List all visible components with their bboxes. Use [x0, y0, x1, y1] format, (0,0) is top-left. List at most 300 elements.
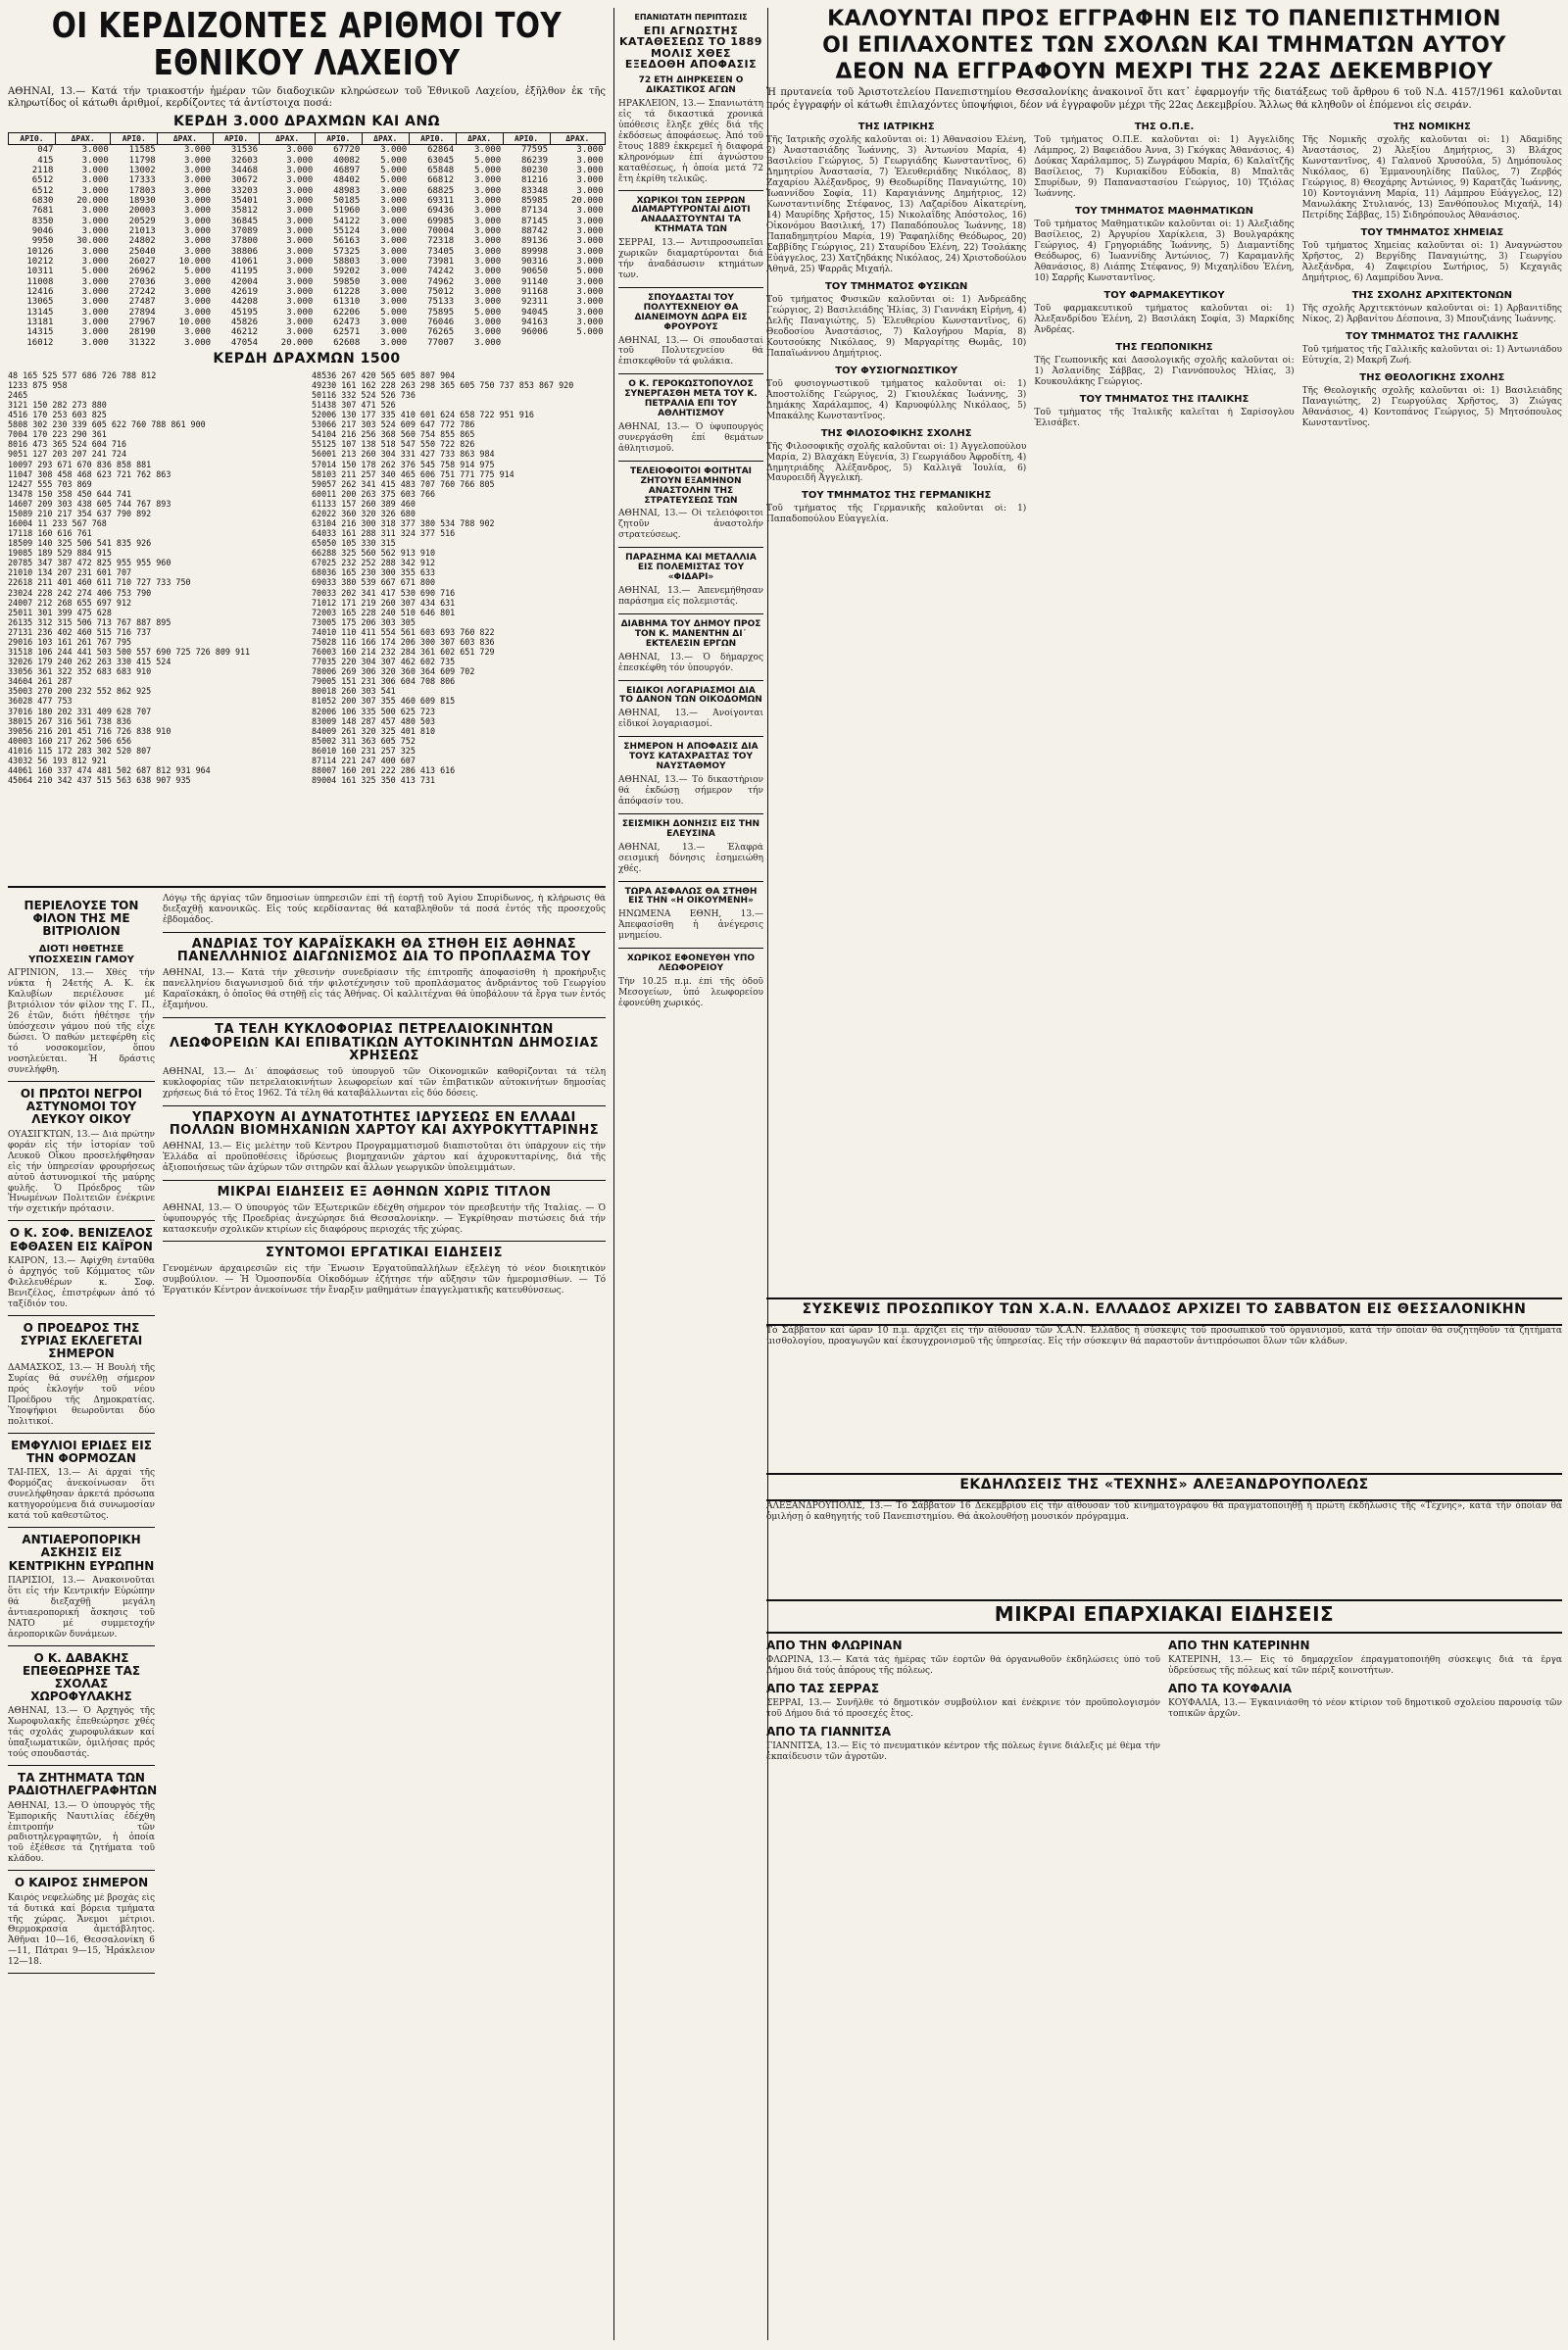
- section-text: Τοῦ τμήματος τῆς Γερμανικῆς καλοῦνται οἱ: 1) Παπαδοπούλου Εὐαγγελία.: [766, 504, 1027, 525]
- table-cell: 3.000: [474, 216, 502, 226]
- table-cell: 20.000: [570, 196, 604, 206]
- numbers-line: 89004 161 325 350 413 731: [312, 775, 436, 786]
- table-cell: [503, 338, 550, 348]
- table-cell: 62864: [427, 145, 455, 156]
- table-cell: 3.000: [286, 145, 314, 156]
- table-header-cell: ΑΡΙΘ.: [409, 133, 456, 145]
- story-divider: [8, 1527, 155, 1528]
- table-cell: 51960: [333, 206, 361, 217]
- numbers-line: 50116 332 524 526 736: [312, 390, 416, 400]
- table-cell: 3.000: [474, 196, 502, 206]
- table-row: [9, 277, 606, 287]
- table-cell: 37800: [230, 236, 258, 247]
- table-cell: 45826: [230, 318, 258, 328]
- table-cell: 3.000: [576, 287, 604, 298]
- table-cell: 75012: [427, 287, 455, 298]
- story-divider: [8, 1081, 155, 1082]
- university-section: [766, 122, 1026, 275]
- table-header-row: [9, 133, 606, 145]
- university-section: [766, 490, 1026, 525]
- table-cell: 3.000: [286, 236, 314, 247]
- numbers-line: 43032 56 193 812 921: [8, 755, 107, 765]
- section-heading: ΤΟΥ ΤΜΗΜΑΤΟΣ ΤΗΣ ΙΤΑΛΙΚΗΣ: [1079, 393, 1250, 405]
- item-heading: ΑΠΟ ΤΑ ΓΙΑΝΝΙΤΣΑ: [766, 1724, 891, 1738]
- story-divider: [163, 932, 606, 933]
- story-divider: [8, 1433, 155, 1434]
- item-text: ΚΟΥΦΑΛΙΑ, 13.— Ἐγκαινιάσθη τό νέον κτίριον τοῦ δημοτικοῦ σχολείου παρουσίᾳ τῶν τοπικῶν ἀρχῶν.: [1168, 1697, 1562, 1719]
- numbers-line: 86010 160 231 257 325: [312, 745, 416, 756]
- university-section: [1302, 372, 1562, 429]
- numbers-line: 14607 209 303 438 605 744 767 893: [8, 498, 172, 509]
- provincial-headline: ΜΙΚΡΑΙ ΕΠΑΡΧΙΑΚΑΙ ΕΙΔΗΣΕΙΣ: [994, 1601, 1335, 1626]
- numbers-line: 5808 302 230 339 605 622 760 788 861 900: [8, 419, 206, 430]
- numbers-1500-block: [8, 370, 606, 880]
- table-cell: 10126: [26, 246, 54, 257]
- table-cell: 20529: [128, 216, 156, 226]
- section-text: Τῆς Γεωπονικῆς καί Δασολογικῆς σχολῆς καλοῦνται οἱ: 1) Ἀσλανίδης Σάββας, 2) Γιαννόπουλος Ἠλίας, 3) Κουκουλάκης Γεώργιος.: [1034, 355, 1295, 387]
- table-cell: 3.000: [474, 287, 502, 298]
- section-heading: ΤΗΣ ΝΟΜΙΚΗΣ: [1393, 122, 1471, 133]
- table-cell: 3.000: [81, 257, 109, 268]
- table-row: [9, 327, 606, 337]
- table-header-cell: ΑΡΙΘ.: [503, 133, 550, 145]
- table-cell: 3.000: [81, 246, 109, 257]
- table-cell: 42619: [230, 287, 258, 298]
- table-cell: 88742: [520, 226, 549, 237]
- table-row: [9, 287, 606, 297]
- numbers-line: 36028 477 753: [8, 696, 73, 707]
- table-header-cell: ΑΡΙΘ.: [213, 133, 260, 145]
- table-cell: 3.000: [183, 165, 212, 175]
- provincial-col-1: [766, 1634, 1160, 1769]
- table-cell: 63045: [427, 155, 455, 166]
- numbers-line: 1233 875 958: [8, 379, 68, 390]
- table-cell: 28190: [128, 327, 156, 338]
- table-cell: 57325: [333, 246, 361, 257]
- story-headline: ΔΙΑΒΗΜΑ ΤΟΥ ΔΗΜΟΥ ΠΡΟΣ ΤΟΝ Κ. ΜΑΝΕΝΤΗΝ ΔΙ᾿ ΕΚΤΕΛΕΣΙΝ ΕΡΓΩΝ: [620, 618, 761, 649]
- table-cell: 3.000: [183, 196, 212, 206]
- numbers-line: 34604 261 287: [8, 676, 73, 687]
- table-cell: 3.000: [183, 327, 212, 338]
- numbers-line: 81052 200 307 355 460 609 815: [312, 696, 456, 707]
- lottery-column: [8, 8, 606, 2340]
- table-cell: 66812: [427, 175, 455, 186]
- center-news-column: [163, 894, 606, 2315]
- court-headline: ΕΠΙ ΑΓΝΩΣΤΗΣ ΚΑΤΑΘΕΣΕΩΣ ΤΟ 1889 ΜΟΛΙΣ ΧΘΕΣ ΕΞΕΔΟΘΗ ΑΠΟΦΑΣΙΣ: [619, 24, 762, 72]
- table-cell: 8350: [31, 216, 54, 226]
- story-divider: [618, 613, 763, 614]
- table-cell: 3.000: [576, 185, 604, 196]
- table-cell: 3.000: [576, 318, 604, 328]
- numbers-line: 68036 165 230 300 355 633: [312, 567, 436, 578]
- table-cell: 3.000: [286, 216, 314, 226]
- table-cell: 18930: [128, 196, 156, 206]
- table-header-cell: ΔΡΑΧ.: [260, 133, 315, 145]
- news-story: [163, 1105, 606, 1174]
- numbers-line: 82006 106 335 500 625 723: [312, 706, 436, 716]
- numbers-line: 41016 115 172 283 302 520 807: [8, 745, 152, 756]
- story-text: ΑΓΡΙΝΙΟΝ, 13.— Χθές τήν νύκτα ἡ 24ετής Α. Κ. ἐκ Καλυβίων περιέλουσε μέ βιτριόλιον τόν φίλον της Γ. Π., 26 ἐτῶν, διότι ἠθέτησε τήν ὑπόσχεσιν γάμου πού τῆς εἶχε δώσει. Ὁ παθών μετεφέρθη εἰς τό νοσοκομεῖον, ὅπου νοσηλεύεται. Ἡ δράστις συνελήφθη.: [8, 968, 155, 1076]
- story-divider: [618, 373, 763, 374]
- news-story: [163, 932, 606, 1011]
- table-cell: 62473: [333, 318, 361, 328]
- table-cell: 76265: [427, 327, 455, 338]
- story-text: ΗΝΩΜΕΝΑ ΕΘΝΗ, 13.— Ἀπεφασίσθη ἡ ἀνέγερσις μνημείου.: [618, 909, 763, 942]
- story-text: ΑΘΗΝΑΙ, 13.— Οἱ τελειόφοιτοι ζητοῦν ἀναστολήν στρατεύσεως.: [618, 509, 763, 541]
- story-headline: ΠΑΡΑΣΗΜΑ ΚΑΙ ΜΕΤΑΛΛΙΑ ΕΙΣ ΠΟΛΕΜΙΣΤΑΣ ΤΟΥ «ΦΙΔΑΡΙ»: [625, 553, 757, 583]
- story-headline: ΠΕΡΙΕΛΟΥΣΕ ΤΟΝ ΦΙΛΟΝ ΤΗΣ ΜΕ ΒΙΤΡΙΟΛΙΟΝ: [24, 898, 139, 939]
- numbers-line: 7004 170 223 290 361: [8, 429, 107, 440]
- provincial-items: [766, 1634, 1562, 1769]
- item-heading: ΑΠΟ ΤΑΣ ΣΕΡΡΑΣ: [766, 1681, 880, 1695]
- story-headline: ΕΙΔΙΚΟΙ ΛΟΓΑΡΙΑΣΜΟΙ ΔΙΑ ΤΟ ΔΑΝΟΝ ΤΩΝ ΟΙΚΟΔΟΜΩΝ: [619, 685, 762, 706]
- news-story: [163, 1241, 606, 1297]
- story-divider: [8, 1315, 155, 1316]
- table-cell: 3.000: [81, 307, 109, 318]
- story-headline: ΕΜΦΥΛΙΟΙ ΕΡΙΔΕΣ ΕΙΣ ΤΗΝ ΦΟΡΜΟΖΑΝ: [11, 1439, 152, 1466]
- lottery-footer: Λόγῳ τῆς ἀργίας τῶν δημοσίων ὑπηρεσιῶν ἐπί τῇ ἑορτῇ τοῦ Ἁγίου Σπυρίδωνος, ἡ κλήρωσις θά διεξαχθῇ κανονικῶς. Εἰς τούς κερδίσαντας θά καταβληθοῦν τά ποσά ἐντός τῆς προσεχοῦς ἑβδομάδος.: [163, 893, 606, 925]
- table-cell: 3.000: [183, 175, 212, 186]
- table-cell: 3.000: [474, 145, 502, 156]
- numbers-line: 35003 270 200 232 552 862 925: [8, 686, 152, 697]
- story-text: Τήν 10.25 π.μ. ἐπί τῆς ὁδοῦ Μεσογείων, ὑπό λεωφορείου ἐφονεύθη χωρικός.: [618, 977, 763, 1008]
- table-cell: 27894: [128, 307, 156, 318]
- numbers-line: 57014 150 178 262 376 545 758 914 975: [312, 459, 495, 469]
- numbers-line: 52006 130 177 335 410 601 624 658 722 951 916: [312, 410, 534, 420]
- table-cell: 5.000: [380, 155, 408, 166]
- numbers-line: 40003 160 217 262 506 656: [8, 735, 132, 746]
- railway-text: Τό Σάββατον καί ὥραν 10 π.μ. ἀρχίζει εἰς τήν αἴθουσαν τῶν Χ.Α.Ν. Ἑλλάδος ἡ σύσκεψις τοῦ προσωπικοῦ τοῦ ὀργανισμοῦ, κατά τήν ὁποίαν θά συζητηθοῦν τά ζητήματα μισθολογίου, προαγωγῶν καί ἐκσυγχρονισμοῦ τῆς ὑπηρεσίας. Εἰς τήν σύσκεψιν θά παραστοῦν ἀντιπρόσωποι ὅλων τῶν κλάδων.: [766, 1325, 1562, 1346]
- news-story: [618, 881, 763, 943]
- table-cell: 3.000: [474, 236, 502, 247]
- story-headline: ΧΩΡΙΚΟΣ ΕΦΟΝΕΥΘΗ ΥΠΟ ΛΕΩΦΟΡΕΙΟΥ: [626, 954, 756, 974]
- table-cell: 3.000: [81, 337, 109, 348]
- table-cell: 41195: [230, 267, 258, 277]
- numbers-line: 38015 267 316 561 738 836: [8, 715, 132, 726]
- table-cell: 26027: [128, 257, 156, 268]
- university-section: [1302, 331, 1562, 367]
- university-section: [1034, 342, 1294, 388]
- table-cell: 50185: [333, 196, 361, 206]
- table-cell: 13145: [26, 307, 54, 318]
- numbers-line: 18509 140 325 506 541 835 926: [8, 538, 152, 549]
- table-body: [9, 145, 606, 348]
- numbers-line: 76003 160 214 232 284 361 602 651 729: [312, 647, 495, 658]
- table-cell: 73981: [427, 257, 455, 268]
- numbers-line: 60011 200 263 375 603 766: [312, 488, 436, 499]
- story-text: ΟΥΑΣΙΓΚΤΩΝ, 13.— Διά πρώτην φοράν εἰς τήν ἱστορίαν τοῦ Λευκοῦ Οἴκου προσελήφθησαν εἰς τήν ὑπηρεσίαν φρουρήσεως αὐτοῦ ἀστυνομικοί τῆς μαύρης φυλῆς. Ὁ Πρόεδρος τῶν Ἡνωμένων Πολιτειῶν ἐνέκρινε τήν σχετικήν πρότασιν.: [8, 1129, 155, 1215]
- table-cell: 3.000: [576, 226, 604, 237]
- section-text: Τοῦ τμήματος Ο.Π.Ε. καλοῦνται οἱ: 1) Ἀγγελίδης Λάμπρος, 2) Βαφειάδου Ἀννα, 3) Γκόγκας Ἀθανάσιος, 4) Δούκας Χαράλαμπος, 5) Ζωγράφου Μαρία, 6) Καλαϊτζῆς Βασίλειος, 7) Κυριακίδου Εὐδοκία, 8) Μπαλτᾶς Σπυρίδων, 9) Παπαναστασίου Γεώργιος, 10) Τζιόλας Ἰωάννης.: [1034, 135, 1295, 200]
- table-cell: 3.000: [286, 226, 314, 237]
- table-cell: 3.000: [380, 318, 408, 328]
- numbers-line: 85002 311 363 605 752: [312, 735, 416, 746]
- table-cell: 62608: [333, 337, 361, 348]
- table-cell: 3.000: [81, 185, 109, 196]
- news-story: [618, 461, 763, 541]
- numbers-line: 11047 308 458 468 623 721 762 863: [8, 468, 172, 479]
- section-text: Τοῦ τμήματος τῆς Ἰταλικῆς καλεῖται ἡ Σαρίσογλου Ἐλισάβετ.: [1034, 407, 1295, 428]
- news-story: [618, 373, 763, 454]
- numbers-line: 56001 213 260 304 331 427 733 863 984: [312, 449, 495, 460]
- table-cell: 5.000: [380, 165, 408, 175]
- table-cell: 3.000: [183, 155, 212, 166]
- table-cell: 5.000: [380, 307, 408, 318]
- story-subhead: ΔΙΟΤΙ ΗΘΕΤΗΣΕ ΥΠΟΣΧΕΣΙΝ ΓΑΜΟΥ: [28, 944, 134, 966]
- table-cell: 3.000: [286, 155, 314, 166]
- table-cell: 16012: [26, 337, 54, 348]
- numbers-line: 74010 110 411 554 561 603 693 760 822: [312, 626, 495, 637]
- table-cell: 26962: [128, 267, 156, 277]
- story-text: ΑΘΗΝΑΙ, 13.— Ἀνοίγονται εἰδικοί λογαριασμοί.: [618, 709, 763, 730]
- table-header-cell: ΔΡΑΧ.: [55, 133, 110, 145]
- news-story: [8, 1322, 155, 1434]
- numbers-line: 77035 220 304 307 462 602 735: [312, 657, 456, 667]
- story-headline: ΑΝΔΡΙΑΣ ΤΟΥ ΚΑΡΑΪΣΚΑΚΗ ΘΑ ΣΤΗΘΗ ΕΙΣ ΑΘΗΝΑΣ ΠΑΝΕΛΛΗΝΙΟΣ ΔΙΑΓΩΝΙΣΜΟΣ ΔΙΑ ΤΟ ΠΡΟΠΛΑΣΜΑ ΤΟΥ: [176, 936, 592, 965]
- table-cell: 5.000: [576, 327, 604, 338]
- story-text: ΑΘΗΝΑΙ, 13.— Ὁ ὑπουργός τῶν Ἐξωτερικῶν ἐδέχθη σήμερον τόν πρεσβευτήν τῆς Ἰταλίας. — Ὁ ὑφυπουργός τῆς Προεδρίας ἀνεχώρησε διά Θεσσαλονίκην. — Ἐγκρίθησαν πιστώσεις διά τήν κατασκευήν σχολικῶν κτιρίων εἰς διαφόρους περιοχάς τῆς χώρας.: [163, 1202, 606, 1235]
- table-header-cell: ΔΡΑΧ.: [362, 133, 409, 145]
- table-cell: 3.000: [286, 246, 314, 257]
- table-cell: 3.000: [576, 307, 604, 318]
- numbers-line: 69033 380 539 667 671 800: [312, 577, 436, 588]
- table-cell: 33203: [230, 185, 258, 196]
- table-cell: 3.000: [474, 337, 502, 348]
- story-divider: [618, 948, 763, 949]
- news-story: [8, 1440, 155, 1528]
- table-cell: 3.000: [286, 175, 314, 186]
- numbers-line: 48 165 525 577 686 726 788 812: [8, 369, 157, 380]
- table-cell: 3.000: [183, 216, 212, 226]
- university-section: [1034, 290, 1294, 336]
- section-heading: ΤΗΣ ΙΑΤΡΙΚΗΣ: [858, 122, 935, 133]
- table-row: [9, 186, 606, 196]
- story-headline: ΟΙ ΠΡΩΤΟΙ ΝΕΓΡΟΙ ΑΣΤΥΝΟΜΟΙ ΤΟΥ ΛΕΥΚΟΥ ΟΙΚΟΥ: [20, 1087, 143, 1127]
- table-cell: 3.000: [286, 165, 314, 175]
- university-headline-2: ΟΙ ΕΠΙΛΑΧΟΝΤΕΣ ΤΩΝ ΣΧΟΛΩΝ ΚΑΙ ΤΜΗΜΑΤΩΝ ΑΥΤΟΥ: [822, 33, 1506, 59]
- table-cell: 36845: [230, 216, 258, 226]
- story-divider: [8, 1220, 155, 1221]
- table-cell: 94163: [520, 318, 549, 328]
- table-cell: 10.000: [178, 257, 212, 268]
- left-news-column: [8, 894, 158, 2315]
- numbers-line: 39056 216 201 451 716 726 838 910: [8, 725, 172, 736]
- numbers-line: 45064 210 342 437 515 563 638 907 935: [8, 775, 191, 786]
- item-heading: ΑΠΟ ΤΗΝ ΚΑΤΕΡΙΝΗΝ: [1168, 1638, 1310, 1652]
- table-cell: 44208: [230, 297, 258, 308]
- numbers-line: 25011 301 399 475 628: [8, 607, 112, 617]
- table-cell: 3.000: [380, 337, 408, 348]
- numbers-line: 29016 103 161 261 767 795: [8, 636, 132, 647]
- story-divider: [618, 881, 763, 882]
- table-cell: 3.000: [380, 327, 408, 338]
- numbers-line: 31518 106 244 441 503 500 557 690 725 726 809 911: [8, 647, 251, 658]
- table-cell: 3.000: [81, 165, 109, 175]
- table-cell: 27967: [128, 318, 156, 328]
- table-cell: 80230: [520, 165, 549, 175]
- table-row: [9, 156, 606, 166]
- story-headline: ΜΙΚΡΑΙ ΕΙΔΗΣΕΙΣ ΕΞ ΑΘΗΝΩΝ ΧΩΡΙΣ ΤΙΤΛΟΝ: [217, 1184, 552, 1199]
- table-cell: 3.000: [576, 175, 604, 186]
- numbers-line: 65050 105 330 315: [312, 538, 396, 549]
- university-headline-3: ΔΕΟΝ ΝΑ ΕΓΓΡΑΦΟΥΝ ΜΕΧΡΙ ΤΗΣ 22ΑΣ ΔΕΚΕΜΒΡΙΟΥ: [835, 60, 1494, 85]
- story-headline: ΤΑ ΖΗΤΗΜΑΤΑ ΤΩΝ ΡΑΔΙΟΤΗΛΕΓΡΑΦΗΤΩΝ: [8, 1771, 158, 1798]
- table-cell: 75133: [427, 297, 455, 308]
- table-cell: 46897: [333, 165, 361, 175]
- numbers-line: 12427 555 703 869: [8, 478, 92, 489]
- story-text: ΑΘΗΝΑΙ, 13.— Ὁ Ἀρχηγός τῆς Χωροφυλακῆς ἐπεθεώρησε χθές τάς σχολάς χωροφυλάκων καί ὑπαξιωματικῶν, ὁμιλήσας πρός τούς σπουδαστάς.: [8, 1706, 155, 1760]
- table-cell: 3.000: [286, 196, 314, 206]
- table-cell: 3.000: [183, 297, 212, 308]
- table-cell: 25040: [128, 246, 156, 257]
- table-cell: 3.000: [576, 297, 604, 308]
- story-divider: [163, 1241, 606, 1242]
- table-cell: 75895: [427, 307, 455, 318]
- story-headline: ΥΠΑΡΧΟΥΝ ΑΙ ΔΥΝΑΤΟΤΗΤΕΣ ΙΔΡΥΣΕΩΣ ΕΝ ΕΛΛΑΔΙ ΠΟΛΛΩΝ ΒΙΟΜΗΧΑΝΙΩΝ ΧΑΡΤΟΥ ΚΑΙ ΑΧΥΡΟΚΥΤΤΑΡΙΝΗΣ: [169, 1109, 600, 1139]
- story-headline: Ο ΚΑΙΡΟΣ ΣΗΜΕΡΟΝ: [14, 1876, 149, 1890]
- story-text: Γενομένων ἀρχαιρεσιῶν εἰς τήν Ἕνωσιν Ἐργατοϋπαλλήλων ἐξελέγη τό νέον διοικητικόν συμβούλιον. — Ἡ Ὁμοσπονδία Οἰκοδόμων ἐζήτησε τήν αὔξησιν τῶν ἡμερομισθίων. — Τό Ἐργατικόν Κέντρον ἀνεκοίνωσε τήν ἔναρξιν μαθημάτων ἐπαγγελματικῆς κατευθύνσεως.: [163, 1264, 606, 1297]
- news-story: [618, 547, 763, 608]
- news-story: [8, 1088, 155, 1221]
- news-story: [8, 1652, 155, 1767]
- story-text: ΑΘΗΝΑΙ, 13.— Οἱ σπουδασταί τοῦ Πολυτεχνείου θά ἐπισκεφθοῦν τά φυλάκια.: [618, 335, 763, 367]
- numbers-line: 8016 473 365 524 604 716: [8, 439, 127, 450]
- university-section: [1302, 122, 1562, 221]
- table-cell: 5.000: [183, 267, 212, 277]
- table-cell: 3.000: [576, 216, 604, 226]
- news-story: [8, 1534, 155, 1645]
- table-cell: 14315: [26, 327, 54, 338]
- numbers-line: 16004 11 233 567 768: [8, 518, 107, 529]
- table-cell: 3.000: [380, 185, 408, 196]
- table-cell: 46212: [230, 327, 258, 338]
- table-cell: 74242: [427, 267, 455, 277]
- section-text: Τοῦ φυσιογνωστικοῦ τμήματος καλοῦνται οἱ: 1) Ἀποστολίδης Γεώργιος, 2) Γκιουλέκας Ἰωάννης, 3) Δημάκης Χαράλαμπος, 4) Καρυοφύλλης Νικόλαος, 5) Μπακάλης Κωνσταντῖνος.: [766, 378, 1027, 421]
- university-section: [1302, 227, 1562, 284]
- story-headline: ΣΠΟΥΔΑΣΤΑΙ ΤΟΥ ΠΟΛΥΤΕΧΝΕΙΟΥ ΘΑ ΔΙΑΝΕΙΜΟΥΝ ΔΩΡΑ ΕΙΣ ΦΡΟΥΡΟΥΣ: [634, 292, 748, 332]
- numbers-line: 24007 212 268 655 697 912: [8, 597, 132, 608]
- table-cell: 3.000: [81, 297, 109, 308]
- table-row: [9, 175, 606, 185]
- table-cell: 96006: [520, 327, 549, 338]
- table-row: [9, 297, 606, 307]
- numbers-line: 66288 325 560 562 913 910: [312, 548, 436, 559]
- table-cell: 6830: [31, 196, 54, 206]
- table-cell: 59850: [333, 276, 361, 287]
- table-header-cell: ΑΡΙΘ.: [315, 133, 362, 145]
- item-text: ΚΑΤΕΡΙΝΗ, 13.— Εἰς τό δημαρχεῖον ἐπραγματοποιήθη σύσκεψις διά τά ἔργα ὑδρεύσεως τῆς πόλεως καί τῶν πέριξ κοινοτήτων.: [1168, 1654, 1562, 1676]
- table-cell: 27487: [128, 297, 156, 308]
- section-heading: ΤΟΥ ΤΜΗΜΑΤΟΣ ΦΥΣΙΚΩΝ: [824, 280, 968, 292]
- table-cell: 45195: [230, 307, 258, 318]
- news-story: [618, 680, 763, 731]
- table-cell: 5.000: [474, 165, 502, 175]
- item-text: ΓΙΑΝΝΙΤΣΑ, 13.— Εἰς τό πνευματικόν κέντρον τῆς πόλεως ἔγινε διάλεξις μέ θέμα τήν ἐκπαίδευσιν τῶν ἀγροτῶν.: [766, 1741, 1160, 1763]
- story-headline: ΤΑ ΤΕΛΗ ΚΥΚΛΟΦΟΡΙΑΣ ΠΕΤΡΕΛΑΙΟΚΙΝΗΤΩΝ ΛΕΩΦΟΡΕΙΩΝ ΚΑΙ ΕΠΙΒΑΤΙΚΩΝ ΑΥΤΟΚΙΝΗΤΩΝ ΔΗΜΟΣΙΑΣ ΧΡΗΣΕΩΣ: [169, 1021, 600, 1064]
- table-cell: 3.000: [81, 216, 109, 226]
- university-col-2: [1034, 116, 1294, 1292]
- table-cell: 20003: [128, 206, 156, 217]
- table-cell: 5.000: [81, 267, 109, 277]
- university-section: [1034, 206, 1294, 284]
- table-cell: 13065: [26, 297, 54, 308]
- numbers-line: 87114 221 247 400 607: [312, 755, 416, 765]
- story-text: ΑΘΗΝΑΙ, 13.— Τό δικαστήριον θά ἐκδώσῃ σήμερον τήν ἀπόφασίν του.: [618, 774, 763, 807]
- item-heading: ΑΠΟ ΤΗΝ ΦΛΩΡΙΝΑΝ: [766, 1638, 903, 1652]
- table-cell: 3.000: [183, 307, 212, 318]
- item-text: ΣΕΡΡΑΙ, 13.— Συνῆλθε τό δημοτικόν συμβούλιον καί ἐνέκρινε τόν προϋπολογισμόν τοῦ Δήμου διά τό προσεχές ἔτος.: [766, 1697, 1160, 1719]
- numbers-line: 13478 150 358 450 644 741: [8, 488, 132, 499]
- table-cell: 3.000: [286, 257, 314, 268]
- table-cell: 81216: [520, 175, 549, 186]
- table-cell: 89136: [520, 236, 549, 247]
- numbers-line: 88007 160 201 222 286 413 616: [312, 764, 456, 775]
- section-heading: ΤΟΥ ΤΜΗΜΑΤΟΣ ΧΗΜΕΙΑΣ: [1360, 227, 1504, 239]
- table-cell: 3.000: [81, 226, 109, 237]
- prize-1500-heading: ΚΕΡΔΗ ΔΡΑΧΜΩΝ 1500: [213, 351, 401, 367]
- table-cell: 76046: [427, 318, 455, 328]
- table-header-cell: ΔΡΑΧ.: [158, 133, 213, 145]
- provincial-col-2: [1168, 1634, 1562, 1769]
- table-cell: 90650: [520, 267, 549, 277]
- table-cell: 87145: [520, 216, 549, 226]
- table-cell: 94045: [520, 307, 549, 318]
- table-row: [9, 145, 606, 156]
- table-cell: 3.000: [81, 206, 109, 217]
- table-cell: 3.000: [81, 155, 109, 166]
- table-cell: 17803: [128, 185, 156, 196]
- news-story: [618, 287, 763, 367]
- story-text: ΑΘΗΝΑΙ, 13.— Ὁ ὑπουργός τῆς Ἐμπορικῆς Ναυτιλίας ἐδέχθη ἐπιτροπήν τῶν ραδιοτηλεγραφητῶν, ἡ ὁποία τοῦ ἐξέθεσε τά ζητήματα τοῦ κλάδου.: [8, 1800, 155, 1865]
- table-cell: 3.000: [380, 206, 408, 217]
- numbers-line: 53066 217 303 524 609 647 772 786: [312, 419, 475, 430]
- story-text: ΚΑΪΡΟΝ, 13.— Ἀφίχθη ἐνταῦθα ὁ ἀρχηγός τοῦ Κόμματος τῶν Φιλελευθέρων κ. Σοφ. Βενιζέλος, ἐπιστρέφων ἀπό τό ταξίδιόν του.: [8, 1255, 155, 1309]
- table-cell: 3.000: [474, 267, 502, 277]
- table-cell: 3.000: [576, 236, 604, 247]
- numbers-line: 83009 148 287 457 480 503: [312, 715, 436, 726]
- story-divider: [163, 1180, 606, 1181]
- table-row: [9, 257, 606, 267]
- table-cell: 67720: [333, 145, 361, 156]
- numbers-line: 27131 236 402 460 515 716 737: [8, 626, 152, 637]
- table-cell: 3.000: [81, 175, 109, 186]
- table-cell: 3.000: [474, 185, 502, 196]
- table-cell: 13002: [128, 165, 156, 175]
- table-cell: 55124: [333, 226, 361, 237]
- table-cell: 3.000: [183, 236, 212, 247]
- story-headline: ΧΩΡΙΚΟΙ ΤΩΝ ΣΕΡΡΩΝ ΔΙΑΜΑΡΤΥΡΟΝΤΑΙ ΔΙΟΤΙ ΑΝΑΔΑΣΤΟΥΝΤΑΙ ΤΑ ΚΤΗΜΑΤΑ ΤΩΝ: [631, 195, 751, 235]
- court-top: ΕΠΑΝΙΩΤΑΤΗ ΠΕΡΙΠΤΩΣΙΣ: [634, 13, 748, 22]
- university-col-1: [766, 116, 1026, 1292]
- table-cell: 69311: [427, 196, 455, 206]
- numbers-line: 9051 127 203 207 241 724: [8, 449, 127, 460]
- numbers-1500-left: [8, 370, 302, 880]
- table-cell: 11798: [128, 155, 156, 166]
- table-cell: 3.000: [576, 145, 604, 156]
- numbers-line: 4516 170 253 603 825: [8, 410, 107, 420]
- numbers-line: 58103 211 257 340 465 606 751 771 775 914: [312, 468, 514, 479]
- table-cell: 3.000: [380, 236, 408, 247]
- table-cell: 3.000: [474, 276, 502, 287]
- story-headline: ΑΝΤΙΑΕΡΟΠΟΡΙΚΗ ΑΣΚΗΣΙΣ ΕΙΣ ΚΕΝΤΡΙΚΗΝ ΕΥΡΩΠΗΝ: [8, 1533, 155, 1573]
- table-cell: 3.000: [286, 276, 314, 287]
- news-story: [618, 813, 763, 875]
- table-cell: 20.000: [280, 337, 314, 348]
- court-news-list: [618, 190, 763, 1009]
- university-section: [1034, 394, 1294, 429]
- numbers-line: 70033 202 341 417 530 690 716: [312, 587, 456, 598]
- table-cell: 3.000: [576, 155, 604, 166]
